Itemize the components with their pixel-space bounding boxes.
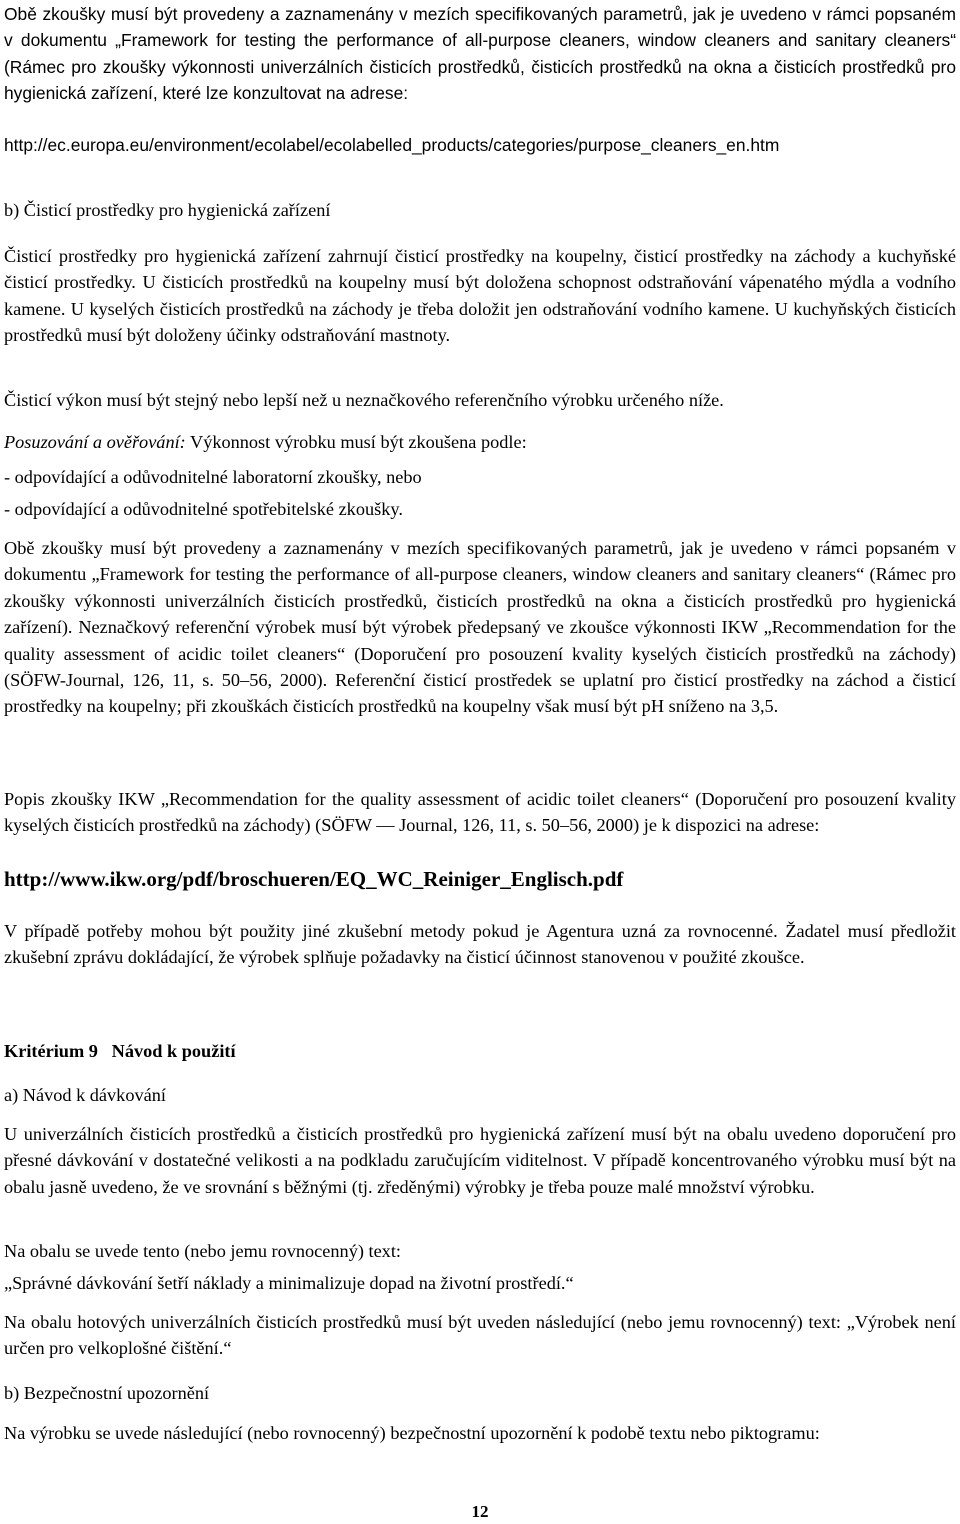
criterion-9-paragraph-1: U univerzálních čisticích prostředků a čisticích prostředků pro hygienická zařízení musí být na obalu uvedeno doporučení pro přesné dávkování v dostatečné velikosti a na podkladu zaručujícím viditelnost. V případě koncentrovaného výrobku musí být na obalu jasně uvedeno, že ve srovnání s běžnými (tj. zředěnými) výrobky je třeba pouze malé množství výrobku. [4, 1124, 956, 1197]
dosage-quote: „Správné dávkování šetří náklady a minimalizuje dopad na životní prostředí.“ [4, 1273, 574, 1293]
intro-paragraph: Obě zkoušky musí být provedeny a zaznamenány v mezích specifikovaných parametrů, jak je uvedeno v rámci popsaném v dokumentu „Framework for testing the performance of all-purpose cleaners, window cleaners and sanitary cleaners“ (Rámec pro zkoušky výkonnosti univerzálních čisticích prostředků, čisticích prostředků na okna a čisticích prostředků pro hygienická zařízení, které lze konzultovat na adrese: [4, 4, 956, 104]
section-b-paragraph-1: Čisticí prostředky pro hygienická zařízení zahrnují čisticí prostředky na koupelny, čisticí prostředky na záchody a kuchyňské čisticí prostředky. U čisticích prostředků na koupelny musí být doložena schopnost odstraňování vápenatého mýdla a vodního kamene. U kyselých čisticích prostředků na záchody je třeba doložit jen odstraňování vodního kamene. U kuchyňských čisticích prostředků musí být doloženy účinky odstraňování mastnoty. [4, 246, 956, 346]
assessment-text: Výkonnost výrobku musí být zkoušena podle: [185, 432, 527, 452]
section-b-heading: b) Čisticí prostředky pro hygienická zařízení [4, 200, 331, 220]
section-b-paragraph-3: Obě zkoušky musí být provedeny a zaznamenány v mezích specifikovaných parametrů, jak je uvedeno v rámci popsaném v dokumentu „Framework for testing the performance of all-purpose cleaners, window cleaners and sanitary cleaners“ (Rámec pro zkoušky výkonnosti univerzálních čisticích prostředků, čisticích prostředků na okna a čisticích prostředků pro hygienická zařízení). Neznačkový referenční výrobek musí být výrobek předepsaný ve zkoušce výkonnosti IKW „Recommendation for the quality assessment of acidic toilet cleaners“ (Doporučení pro posouzení kvality kyselých čisticích prostředků na záchody) (SÖFW-Journal, 126, 11, s. 50–56, 2000). Referenční čisticí prostředek se uplatní pro čisticí prostředky na záchod a čisticí prostředky na koupelny; při zkouškách čisticích prostředků na koupelny však musí být pH sníženo na 3,5. [4, 538, 956, 717]
section-b-paragraph-2: Čisticí výkon musí být stejný nebo lepší než u neznačkového referenčního výrobku určeného níže. [4, 390, 724, 410]
ikw-url: http://www.ikw.org/pdf/broschueren/EQ_WC_Reiniger_Englisch.pdf [4, 867, 624, 891]
list-item: - odpovídající a odůvodnitelné spotřebitelské zkoušky. [4, 499, 403, 519]
criterion-9-paragraph-4: Na výrobku se uvede následující (nebo rovnocenný) bezpečnostní upozornění k podobě textu nebo piktogramu: [4, 1423, 820, 1443]
page-number: 12 [471, 1502, 489, 1521]
intro-url: http://ec.europa.eu/environment/ecolabel/ecolabelled_products/categories/purpose_cleaners_en.htm [4, 135, 780, 155]
assessment-line [4, 429, 956, 455]
criterion-9-paragraph-3: Na obalu hotových univerzálních čisticích prostředků musí být uveden následující (nebo jemu rovnocenný) text: „Výrobek není určen pro velkoplošné čištění.“ [4, 1312, 956, 1359]
section-b-paragraph-5: V případě potřeby mohou být použity jiné zkušební metody pokud je Agentura uzná za rovnocenné. Žadatel musí předložit zkušební zprávu dokládající, že výrobek splňuje požadavky na čisticí účinnost stanovenou v použité zkoušce. [4, 921, 956, 968]
criterion-9-subheading-a: a) Návod k dávkování [4, 1085, 166, 1105]
section-b-paragraph-4: Popis zkoušky IKW „Recommendation for the quality assessment of acidic toilet cleaners“ (Doporučení pro posouzení kvality kyselých čisticích prostředků na záchody) (SÖFW — Journal, 126, 11, s. 50–56, 2000) je k dispozici na adrese: [4, 789, 956, 836]
criterion-9-subheading-b: b) Bezpečnostní upozornění [4, 1383, 210, 1403]
list-item: - odpovídající a odůvodnitelné laboratorní zkoušky, nebo [4, 467, 422, 487]
criterion-9-heading: Kritérium 9 Návod k použití [4, 1041, 236, 1061]
criterion-9-paragraph-2: Na obalu se uvede tento (nebo jemu rovnocenný) text: [4, 1241, 401, 1261]
assessment-label: Posuzování a ověřování: [4, 432, 186, 452]
